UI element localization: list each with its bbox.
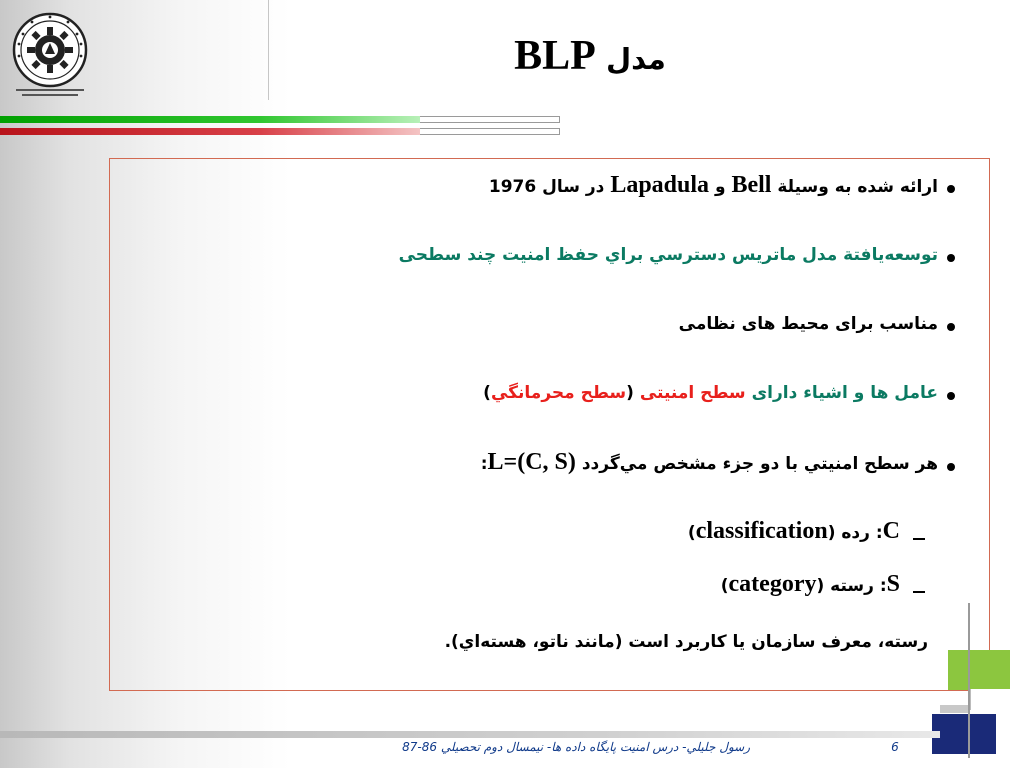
bullet-text: مناسب برای محیط های نظامی — [678, 314, 938, 334]
sub-bullet-classification — [140, 518, 900, 545]
bullet-text: ( — [626, 383, 640, 403]
title-persian: مدل — [605, 42, 666, 76]
title-latin: BLP — [514, 33, 596, 79]
bullet-extension — [178, 245, 938, 265]
bullet-security-level — [178, 383, 938, 403]
bullet-dot — [947, 463, 955, 471]
bullet-military — [178, 314, 938, 334]
page-number: 6 — [891, 740, 899, 754]
header-vertical-line — [268, 0, 269, 100]
slide-title — [440, 32, 740, 92]
footer-bar — [0, 731, 940, 738]
bullet-text: ) — [720, 576, 729, 596]
bullet-text: توسعه‌یافتة مدل ماتریس دسترسي براي حفظ امنیت چند سطحی — [398, 245, 938, 265]
bullet-dot — [947, 185, 955, 193]
confidentiality-level-term: سطح محرمانگي — [490, 383, 627, 403]
bullet-text: : — [480, 454, 488, 474]
bullet-dot — [947, 323, 955, 331]
term-category: category — [728, 571, 817, 597]
bullet-text: : رده ( — [827, 523, 883, 543]
category-note — [168, 632, 928, 652]
bullet-text: ) — [483, 383, 491, 403]
university-seal-icon — [8, 10, 92, 102]
bullet-text: هر سطح امنيتي با دو جزء مشخص مي‌گردد — [575, 454, 938, 474]
bullet-dot — [947, 392, 955, 400]
sub-bullet-category — [140, 571, 900, 598]
note-text: رسته، معرف سازمان یا کاربرد است (مانند ناتو، هسته‌اي). — [444, 632, 928, 652]
footer-text: رسول جليلي- درس امنيت پايگاه داده ها- نيمسال دوم تحصيلي 86-87 — [402, 740, 750, 754]
bullet-text: عامل ها و اشیاء دارای — [745, 383, 938, 403]
term-classification: classification — [695, 518, 828, 544]
name-lapadula: Lapadula — [610, 172, 710, 198]
bullet-dot — [947, 254, 955, 262]
content-box — [109, 158, 990, 691]
component-s: S — [886, 571, 900, 597]
bullet-text: ) — [687, 523, 696, 543]
name-bell: Bell — [731, 172, 772, 198]
sub-bullet-dash — [913, 591, 925, 593]
bullet-text: ارائه شده به وسیلة — [771, 177, 938, 197]
security-level-term: سطح امنیتی — [639, 383, 746, 403]
bullet-origin — [178, 172, 938, 199]
component-c: C — [882, 518, 900, 544]
level-formula: L=(C, S) — [487, 449, 576, 475]
bullet-text: و — [709, 177, 732, 197]
bullet-text: : رسته ( — [816, 576, 887, 596]
bullet-level-definition — [178, 449, 938, 476]
sub-bullet-dash — [913, 538, 925, 540]
bullet-text: در سال 1976 — [488, 177, 611, 197]
